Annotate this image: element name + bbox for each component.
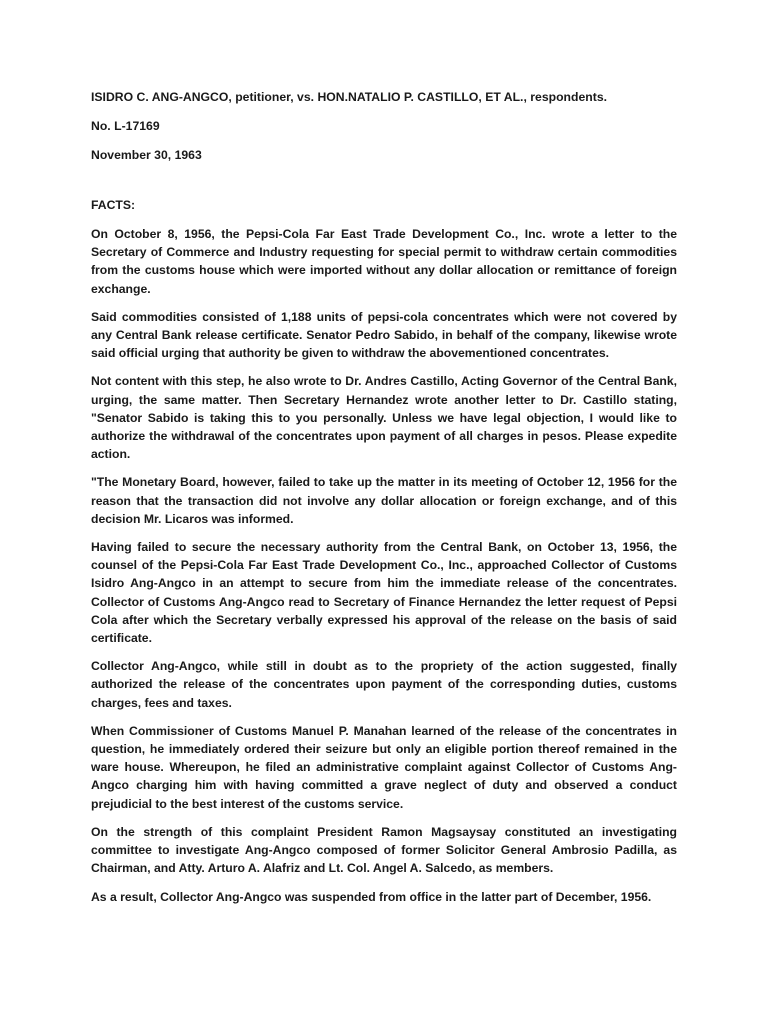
facts-heading: FACTS:: [91, 198, 136, 212]
facts-paragraph-1: On October 8, 1956, the Pepsi-Cola Far East Trade Development Co., Inc. wrote a letter to the Secretary of Commerce and Industry requesting for special permit to withdraw certain commodities from the customs house which were imported without any dollar allocation or remittance of foreign exchange.: [91, 227, 677, 296]
facts-paragraph-8: On the strength of this complaint President Ramon Magsaysay constituted an investigating committee to investigate Ang-Angco composed of former Solicitor General Ambrosio Padilla, as Chairman, and Atty. Arturo A. Alafriz and Lt. Col. Angel A. Salcedo, as members.: [91, 824, 677, 876]
case-date: November 30, 1963: [91, 148, 202, 162]
facts-paragraph-4: "The Monetary Board, however, failed to take up the matter in its meeting of October 12, 1956 for the reason that the transaction did not involve any dollar allocation or foreign exchange, and of this decision Mr. Licaros was informed.: [91, 475, 677, 526]
case-number: No. L-17169: [91, 119, 160, 133]
document-body: [91, 88, 677, 916]
facts-paragraph-3: Not content with this step, he also wrote to Dr. Andres Castillo, Acting Governor of the Central Bank, urging, the same matter. Then Secretary Hernandez wrote another letter to Dr. Castillo stating, "Senator Sabido is taking this to you personally. Unless we have legal objection, I would like to authorize the withdrawal of the concentrates upon payment of all charges in pesos. Please expedite action.: [91, 374, 677, 462]
facts-paragraph-9: As a result, Collector Ang-Angco was suspended from office in the latter part of December, 1956.: [91, 889, 652, 904]
facts-paragraph-6: Collector Ang-Angco, while still in doubt as to the propriety of the action suggested, finally authorized the release of the concentrates upon payment of the corresponding duties, customs charges, fees and taxes.: [91, 659, 677, 710]
facts-paragraph-7: When Commissioner of Customs Manuel P. Manahan learned of the release of the concentrates in question, he immediately ordered their seizure but only an eligible portion thereof remained in the ware house. Whereupon, he filed an administrative complaint against Collector of Customs Ang-Angco charging him with having committed a grave neglect of duty and observed a conduct prejudicial to the best interest of the customs service.: [91, 723, 677, 811]
facts-paragraph-2: Said commodities consisted of 1,188 units of pepsi-cola concentrates which were not covered by any Central Bank release certificate. Senator Pedro Sabido, in behalf of the company, likewise wrote said official urging that authority be given to withdraw the abovementioned concentrates.: [91, 309, 677, 361]
case-caption: ISIDRO C. ANG-ANGCO, petitioner, vs. HON.NATALIO P. CASTILLO, ET AL., respondents.: [91, 90, 608, 104]
facts-paragraph-5: Having failed to secure the necessary authority from the Central Bank, on October 13, 1956, the counsel of the Pepsi-Cola Far East Trade Development Co., Inc., approached Collector of Customs Isidro Ang-Angco in an attempt to secure from him the immediate release of the concentrates. Collector of Customs Ang-Angco read to Secretary of Finance Hernandez the letter request of Pepsi Cola after which the Secretary verbally expressed his approval of the release on the basis of said certificate.: [91, 540, 677, 646]
